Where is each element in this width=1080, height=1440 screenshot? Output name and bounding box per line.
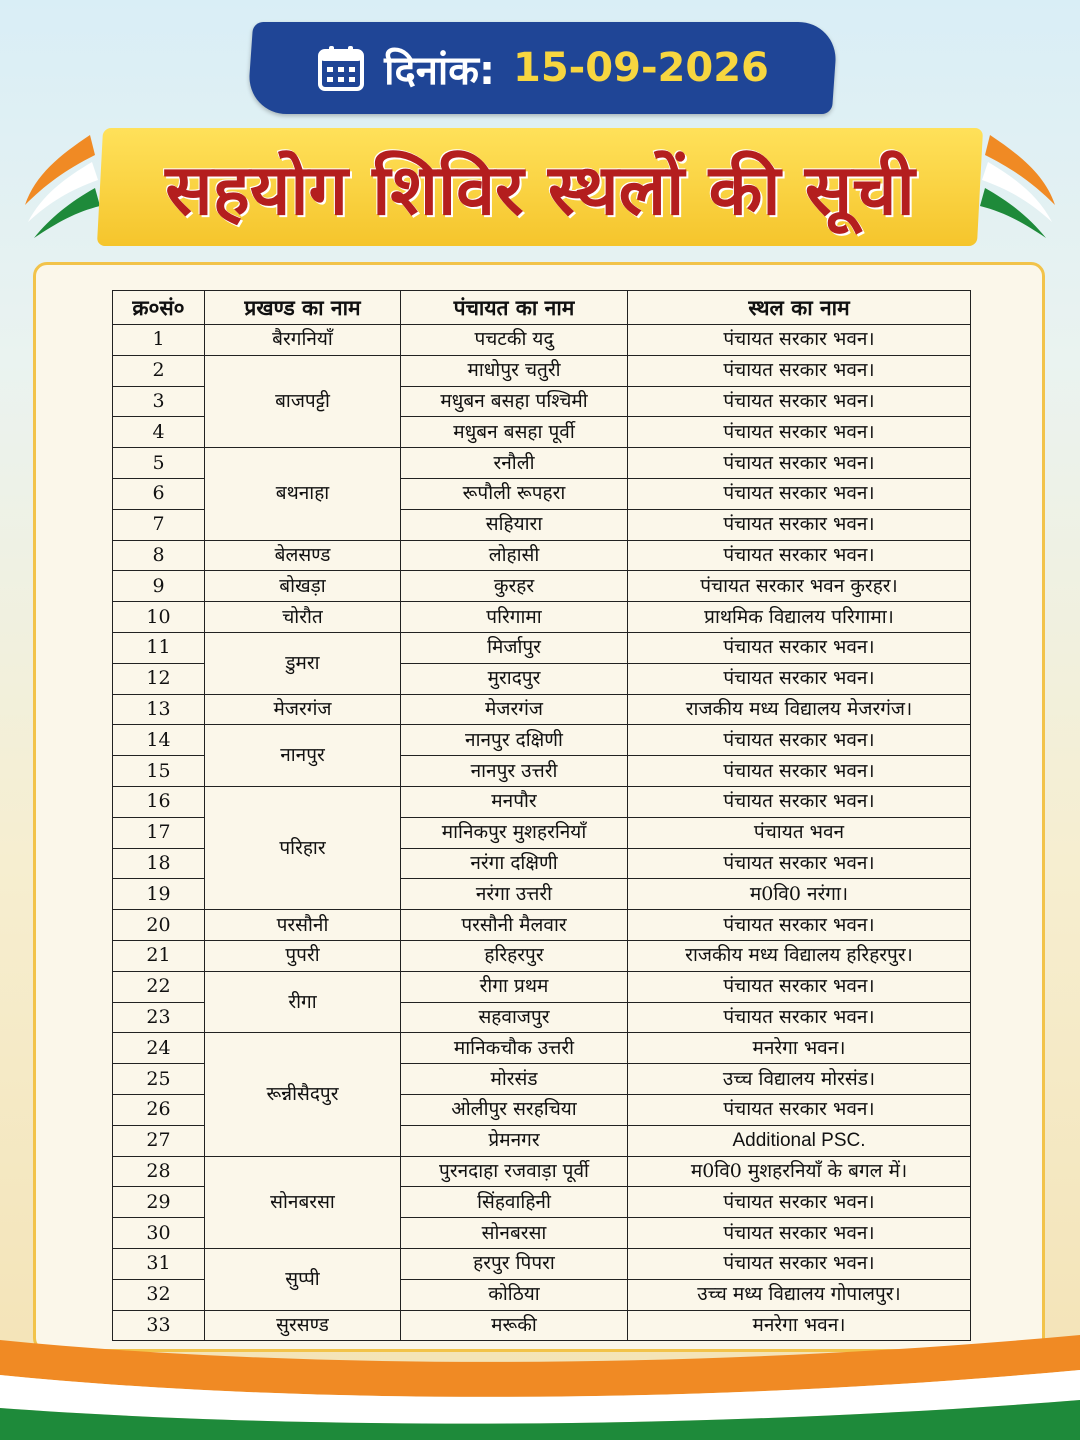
cell-panchayat: मिर्जापुर — [401, 632, 628, 663]
cell-block: सोनबरसा — [205, 1156, 401, 1248]
cell-serial: 6 — [113, 478, 205, 509]
cell-panchayat: लोहासी — [401, 540, 628, 571]
cell-site: पंचायत सरकार भवन। — [628, 663, 971, 694]
cell-panchayat: पचटकी यदु — [401, 325, 628, 356]
cell-serial: 28 — [113, 1156, 205, 1187]
cell-serial: 1 — [113, 325, 205, 356]
cell-block: पुपरी — [205, 940, 401, 971]
cell-site: पंचायत सरकार भवन। — [628, 1248, 971, 1279]
cell-serial: 17 — [113, 817, 205, 848]
table-row — [113, 571, 971, 602]
cell-panchayat: रूपौली रूपहरा — [401, 478, 628, 509]
cell-serial: 30 — [113, 1218, 205, 1249]
cell-panchayat: सोनबरसा — [401, 1218, 628, 1249]
cell-panchayat: मानिकचौक उत्तरी — [401, 1033, 628, 1064]
cell-site: उच्च मध्य विद्यालय गोपालपुर। — [628, 1279, 971, 1310]
cell-block: चोरौत — [205, 602, 401, 633]
cell-serial: 21 — [113, 940, 205, 971]
table-row — [113, 1156, 971, 1187]
cell-site: पंचायत भवन — [628, 817, 971, 848]
cell-panchayat: मानिकपुर मुशहरनियाँ — [401, 817, 628, 848]
table-row — [113, 694, 971, 725]
table-row — [113, 910, 971, 941]
cell-serial: 5 — [113, 448, 205, 479]
cell-panchayat: नानपुर उत्तरी — [401, 756, 628, 787]
cell-panchayat: मधुबन बसहा पूर्वी — [401, 417, 628, 448]
date-label: दिनांक: — [384, 47, 496, 94]
cell-serial: 25 — [113, 1064, 205, 1095]
table-row — [113, 602, 971, 633]
table-row — [113, 540, 971, 571]
cell-site: पंचायत सरकार भवन। — [628, 417, 971, 448]
cell-block: नानपुर — [205, 725, 401, 787]
cell-block: परसौनी — [205, 910, 401, 941]
cell-panchayat: सहवाजपुर — [401, 1002, 628, 1033]
cell-site: पंचायत सरकार भवन। — [628, 386, 971, 417]
cell-panchayat: मुरादपुर — [401, 663, 628, 694]
cell-panchayat: रीगा प्रथम — [401, 971, 628, 1002]
table-row — [113, 725, 971, 756]
cell-site: पंचायत सरकार भवन। — [628, 1187, 971, 1218]
table-row — [113, 940, 971, 971]
cell-serial: 33 — [113, 1310, 205, 1341]
cell-serial: 7 — [113, 509, 205, 540]
cell-serial: 15 — [113, 756, 205, 787]
page-title: सहयोग शिविर स्थलों की सूची — [165, 149, 915, 231]
cell-serial: 22 — [113, 971, 205, 1002]
cell-block: परिहार — [205, 786, 401, 909]
cell-panchayat: नानपुर दक्षिणी — [401, 725, 628, 756]
cell-serial: 10 — [113, 602, 205, 633]
tricolor-flag-icon — [20, 130, 100, 240]
header-block: प्रखण्ड का नाम — [205, 291, 401, 325]
cell-site: पंचायत सरकार भवन। — [628, 540, 971, 571]
cell-panchayat: मरूकी — [401, 1310, 628, 1341]
table-row — [113, 355, 971, 386]
cell-serial: 24 — [113, 1033, 205, 1064]
cell-site: पंचायत सरकार भवन। — [628, 725, 971, 756]
cell-panchayat: ओलीपुर सरहचिया — [401, 1094, 628, 1125]
date-value: 15-09-2026 — [513, 45, 769, 91]
cell-block: बेलसण्ड — [205, 540, 401, 571]
cell-serial: 26 — [113, 1094, 205, 1125]
cell-block: बथनाहा — [205, 448, 401, 540]
cell-site: पंचायत सरकार भवन। — [628, 1218, 971, 1249]
cell-panchayat: पुरनदाहा रजवाड़ा पूर्वी — [401, 1156, 628, 1187]
header-panchayat: पंचायत का नाम — [401, 291, 628, 325]
cell-site: पंचायत सरकार भवन। — [628, 786, 971, 817]
cell-serial: 23 — [113, 1002, 205, 1033]
table-row — [113, 448, 971, 479]
cell-panchayat: हरिहरपुर — [401, 940, 628, 971]
cell-panchayat: कोठिया — [401, 1279, 628, 1310]
cell-panchayat: सहियारा — [401, 509, 628, 540]
cell-serial: 14 — [113, 725, 205, 756]
table-row — [113, 1248, 971, 1279]
cell-site: पंचायत सरकार भवन। — [628, 848, 971, 879]
cell-site: पंचायत सरकार भवन। — [628, 448, 971, 479]
table-body — [113, 325, 971, 1341]
cell-serial: 20 — [113, 910, 205, 941]
cell-block: रीगा — [205, 971, 401, 1033]
cell-panchayat: मनपौर — [401, 786, 628, 817]
cell-site: पंचायत सरकार भवन। — [628, 509, 971, 540]
cell-block: रून्नीसैदपुर — [205, 1033, 401, 1156]
cell-serial: 27 — [113, 1125, 205, 1156]
cell-panchayat: सिंहवाहिनी — [401, 1187, 628, 1218]
cell-serial: 29 — [113, 1187, 205, 1218]
date-banner — [250, 22, 835, 114]
cell-site: पंचायत सरकार भवन। — [628, 632, 971, 663]
header-site: स्थल का नाम — [628, 291, 971, 325]
cell-panchayat: रनौली — [401, 448, 628, 479]
cell-site: पंचायत सरकार भवन। — [628, 355, 971, 386]
cell-site: पंचायत सरकार भवन। — [628, 325, 971, 356]
cell-site: उच्च विद्यालय मोरसंड। — [628, 1064, 971, 1095]
cell-block: सुरसण्ड — [205, 1310, 401, 1341]
cell-block: बैरगनियाँ — [205, 325, 401, 356]
cell-block: मेजरगंज — [205, 694, 401, 725]
cell-panchayat: हरपुर पिपरा — [401, 1248, 628, 1279]
cell-site: मनरेगा भवन। — [628, 1310, 971, 1341]
cell-panchayat: माधोपुर चतुरी — [401, 355, 628, 386]
table-row — [113, 632, 971, 663]
tricolor-wave-decoration — [0, 1330, 1080, 1440]
cell-site: पंचायत सरकार भवन। — [628, 1002, 971, 1033]
cell-serial: 4 — [113, 417, 205, 448]
cell-panchayat: प्रेमनगर — [401, 1125, 628, 1156]
table-row — [113, 971, 971, 1002]
cell-site: प्राथमिक विद्यालय परिगामा। — [628, 602, 971, 633]
cell-serial: 3 — [113, 386, 205, 417]
cell-panchayat: मधुबन बसहा पश्चिमी — [401, 386, 628, 417]
cell-site: Additional PSC. — [628, 1125, 971, 1156]
calendar-icon — [316, 43, 366, 93]
table-row — [113, 786, 971, 817]
cell-panchayat: नरंगा उत्तरी — [401, 879, 628, 910]
cell-site: पंचायत सरकार भवन। — [628, 756, 971, 787]
cell-site: राजकीय मध्य विद्यालय मेजरगंज। — [628, 694, 971, 725]
cell-site: पंचायत सरकार भवन। — [628, 478, 971, 509]
cell-serial: 16 — [113, 786, 205, 817]
cell-block: डुमरा — [205, 632, 401, 694]
cell-panchayat: परिगामा — [401, 602, 628, 633]
cell-block: सुप्पी — [205, 1248, 401, 1310]
cell-panchayat: परसौनी मैलवार — [401, 910, 628, 941]
cell-serial: 19 — [113, 879, 205, 910]
cell-site: म0वि0 नरंगा। — [628, 879, 971, 910]
cell-serial: 11 — [113, 632, 205, 663]
table-row — [113, 1033, 971, 1064]
cell-serial: 2 — [113, 355, 205, 386]
cell-serial: 8 — [113, 540, 205, 571]
cell-block: बाजपट्टी — [205, 355, 401, 447]
cell-site: पंचायत सरकार भवन। — [628, 1094, 971, 1125]
cell-block: बोखड़ा — [205, 571, 401, 602]
cell-serial: 12 — [113, 663, 205, 694]
cell-panchayat: मेजरगंज — [401, 694, 628, 725]
cell-site: मनरेगा भवन। — [628, 1033, 971, 1064]
cell-site: राजकीय मध्य विद्यालय हरिहरपुर। — [628, 940, 971, 971]
cell-serial: 9 — [113, 571, 205, 602]
cell-panchayat: मोरसंड — [401, 1064, 628, 1095]
cell-serial: 18 — [113, 848, 205, 879]
cell-serial: 13 — [113, 694, 205, 725]
header-serial: क्र०सं० — [113, 291, 205, 325]
cell-panchayat: कुरहर — [401, 571, 628, 602]
cell-site: पंचायत सरकार भवन। — [628, 910, 971, 941]
sites-table — [112, 290, 971, 1341]
cell-serial: 31 — [113, 1248, 205, 1279]
cell-site: पंचायत सरकार भवन कुरहर। — [628, 571, 971, 602]
table-header-row — [113, 291, 971, 325]
cell-site: म0वि0 मुशहरनियाँ के बगल में। — [628, 1156, 971, 1187]
cell-site: पंचायत सरकार भवन। — [628, 971, 971, 1002]
tricolor-flag-icon — [980, 130, 1060, 240]
table-row — [113, 325, 971, 356]
cell-serial: 32 — [113, 1279, 205, 1310]
cell-panchayat: नरंगा दक्षिणी — [401, 848, 628, 879]
